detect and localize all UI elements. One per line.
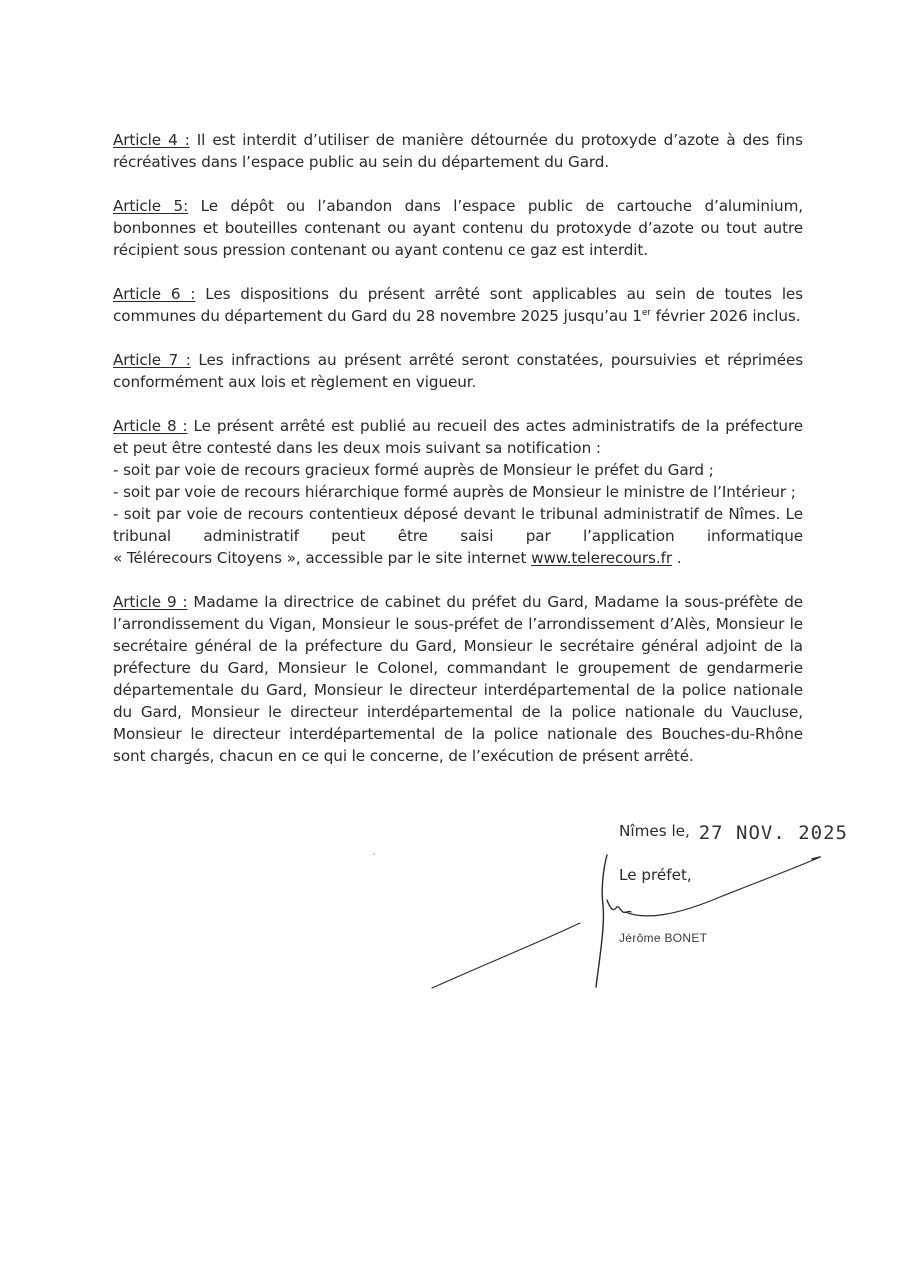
article-8-label: Article 8 : (113, 417, 188, 435)
article-4 (113, 129, 803, 173)
article-8-text-1: Le présent arrêté est publié au recueil des actes administratifs de la préfecture (187, 417, 804, 435)
article-9-line-8: sont chargés, chacun en ce qui le concerne, de l’exécution de présent arrêté. (113, 747, 694, 765)
article-6-text-2a: communes du département du Gard du 28 novembre 2025 jusqu’au 1 (113, 307, 642, 325)
article-9-line-1 (113, 591, 803, 613)
article-9-line-5: départementale du Gard, Monsieur le directeur interdépartemental de la police nationale (113, 681, 803, 699)
signer-role: Le préfet, (619, 866, 692, 884)
article-5-line-1 (113, 195, 803, 217)
article-5 (113, 195, 803, 261)
article-9-line-3: secrétaire général de la préfecture du Gard, Monsieur le secrétaire général adjoint de la (113, 637, 803, 655)
handwritten-signature-icon (420, 850, 840, 1000)
article-8-text-7-end: . (671, 549, 682, 567)
article-9-text-1: Madame la directrice de cabinet du préfet du Gard, Madame la sous-préfète de (187, 593, 803, 611)
article-8-line-5: - soit par voie de recours contentieux déposé devant le tribunal administratif de Nîmes. Le (113, 505, 803, 523)
telerecours-link[interactable]: www.telerecours.fr (531, 549, 672, 567)
article-7-text-1: Les infractions au présent arrêté seront constatées, poursuivies et réprimées (190, 351, 804, 369)
article-9-line-6: du Gard, Monsieur le directeur interdépartemental de la police nationale du Vaucluse, (113, 703, 803, 721)
article-9-line-2: l’arrondissement du Vigan, Monsieur le sous-préfet de l’arrondissement d’Alès, Monsieur le (113, 615, 803, 633)
article-6-text-1: Les dispositions du présent arrêté sont applicables au sein de toutes les (195, 285, 803, 303)
article-4-label: Article 4 : (113, 131, 190, 149)
article-8 (113, 415, 803, 569)
article-6-line-2 (113, 305, 803, 327)
signature-date (619, 819, 848, 844)
article-7-line-2: conformément aux lois et règlement en vigueur. (113, 373, 477, 391)
article-4-line-1 (113, 129, 803, 151)
article-4-line-2: récréatives dans l’espace public au sein du département du Gard. (113, 153, 610, 171)
article-8-text-7: « Télérecours Citoyens », accessible par le site internet (113, 549, 532, 567)
article-7-label: Article 7 : (113, 351, 191, 369)
article-6-text-2b: février 2026 inclus. (650, 307, 801, 325)
article-7-line-1 (113, 349, 803, 371)
article-8-line-4: - soit par voie de recours hiérarchique formé auprès de Monsieur le ministre de l’Intérieur ; (113, 483, 796, 501)
article-5-text-1: Le dépôt ou l’abandon dans l’espace public de cartouche d’aluminium, (188, 197, 803, 215)
articles-body (113, 129, 803, 789)
article-6 (113, 283, 803, 327)
article-5-line-3: récipient sous pression contenant ou ayant contenu ce gaz est interdit. (113, 241, 648, 259)
article-7 (113, 349, 803, 393)
article-8-line-7 (113, 547, 803, 569)
article-5-label: Article 5: (113, 197, 189, 215)
article-8-line-6: tribunal administratif peut être saisi par l’application informatique (113, 527, 803, 545)
date-stamp: 27 NOV. 2025 (698, 822, 848, 844)
article-8-line-3: - soit par voie de recours gracieux formé auprès de Monsieur le préfet du Gard ; (113, 461, 714, 479)
scan-speck (373, 853, 375, 855)
article-9-line-4: préfecture du Gard, Monsieur le Colonel, commandant le groupement de gendarmerie (113, 659, 803, 677)
article-6-line-1 (113, 283, 803, 305)
place-prefix: Nîmes le, (619, 822, 690, 840)
article-4-text-1: Il est interdit d’utiliser de manière détournée du protoxyde d’azote à des fins (189, 131, 803, 149)
ordinal-superscript: er (641, 307, 651, 318)
article-9-line-7: Monsieur le directeur interdépartemental de la police nationale des Bouches-du-Rhône (113, 725, 803, 743)
article-6-label: Article 6 : (113, 285, 196, 303)
article-9-label: Article 9 : (113, 593, 188, 611)
article-9 (113, 591, 803, 767)
article-8-line-2: et peut être contesté dans les deux mois suivant sa notification : (113, 439, 601, 457)
signer-name: Jérôme BONET (619, 931, 708, 945)
article-8-line-1 (113, 415, 803, 437)
article-5-line-2: bonbonnes et bouteilles contenant ou ayant contenu du protoxyde d’azote ou tout autre (113, 219, 803, 237)
